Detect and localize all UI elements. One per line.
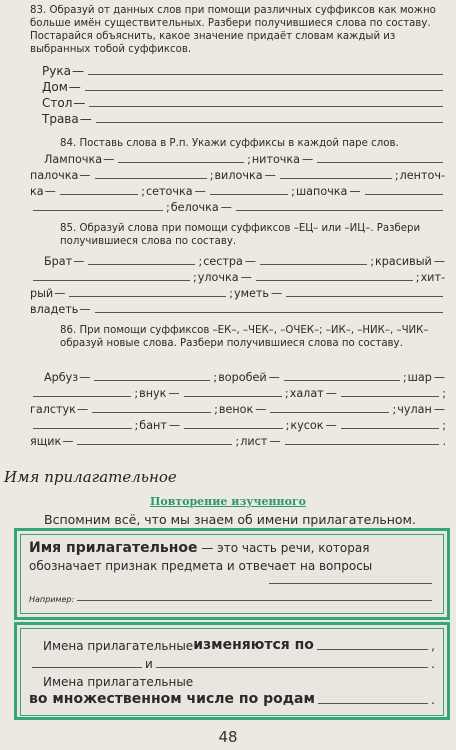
properties-line-3 [29,671,435,689]
answer-blank[interactable] [96,121,443,123]
answer-blank[interactable] [284,379,400,381]
word: палочка [30,169,79,182]
word: хит- [420,271,446,284]
answer-blank[interactable] [269,582,432,584]
answer-blank[interactable] [184,395,282,397]
definition-box-inner [20,534,444,614]
word: бант [139,419,167,432]
answer-blank[interactable] [89,105,443,107]
word: владеть [30,303,79,316]
definition-blank-line [29,575,435,587]
task-86-lines [30,368,446,448]
intro-text: Вспомним всё, что мы знаем об имени прилагательном. [44,512,416,527]
answer-blank[interactable] [69,295,226,297]
word: лист [240,435,268,448]
answer-blank[interactable] [85,89,443,91]
word: внук [139,387,167,400]
properties-text: Имена прилагательные [43,675,194,689]
and-text: и [145,657,153,671]
answer-blank[interactable] [280,177,392,179]
task-84-text: 84. Поставь слова в Р.п. Укажи суффиксы в каждой паре слов. [60,138,399,149]
answer-blank[interactable] [210,193,288,195]
word: Арбуз [44,371,79,384]
properties-box [14,622,450,720]
task-83-line-4: Трава — [42,110,446,126]
word-trava: Трава [42,112,79,126]
example-line [29,595,435,604]
answer-blank[interactable] [270,411,389,413]
answer-blank[interactable] [317,648,428,650]
word: шар [407,371,432,384]
task-84-line-1: Лампочка — ; ниточка — [30,150,446,166]
word: улочка [197,271,239,284]
definition-body: — это часть речи, которая обозначает признак предмета и отвечает на вопросы [29,541,373,573]
word: уметь [233,287,270,300]
answer-blank[interactable] [118,161,244,163]
task-85-lines [30,252,446,316]
definition-text [29,539,435,575]
word: воробей [218,371,267,384]
task-85-line-1: Брат — ; сестра — ; красивый — [44,255,446,268]
word: рый [30,287,54,300]
word: венок [218,403,254,416]
task-85-line-4: владеть — [30,300,446,316]
properties-line-4: во множественном числе по родам . [29,691,435,707]
answer-blank[interactable] [95,311,443,313]
word: шапочка [295,185,348,198]
answer-blank[interactable] [365,193,443,195]
word: ящик [30,435,62,448]
task-83-line-1: Рука — [42,62,446,78]
answer-blank[interactable] [33,209,163,211]
word: кусок [290,419,324,432]
task-84-line-2: палочка — ; вилочка — ; ленточ- [30,169,445,182]
task-86-line-1: Арбуз — ; воробей — ; шар — [44,371,445,384]
word-ruka: Рука [42,64,71,78]
answer-blank[interactable] [156,666,428,668]
word: вилочка [214,169,263,182]
answer-blank[interactable] [184,427,283,429]
answer-blank[interactable] [318,702,428,704]
task-84-lines [30,150,446,214]
answer-blank[interactable] [285,443,440,445]
answer-blank[interactable] [77,443,232,445]
word-stol: Стол [42,96,73,110]
properties-strong: во множественном числе по родам [29,691,315,707]
task-86-line-5: ящик — ; лист — . [30,435,447,448]
answer-blank[interactable] [33,279,190,281]
word: красивый [374,255,432,268]
task-84-line-4: ; белочка — [30,198,446,214]
answer-blank[interactable] [32,666,142,668]
properties-line-1: Имена прилагательные изменяются по , [43,637,435,653]
task-86-text: 86. При помощи суффиксов –ЕК–, –ЧЕК–, –ОЧЕК–; –ИК–, –НИК–, –ЧИК– образуй новые слова. Разбери получившиеся слова по составу. [60,325,429,349]
task-86-line-2: ; внук — ; халат — ; [30,384,446,400]
answer-blank[interactable] [286,295,443,297]
task-83-line-2: Дом — [42,78,446,94]
task-83-line-3: Стол — [42,94,446,110]
word: сестра [203,255,243,268]
word: ниточка [251,153,301,166]
word-dom: Дом [42,80,68,94]
task-85-line-3: рый — ; уметь — [30,284,446,300]
answer-blank[interactable] [236,209,443,211]
answer-blank[interactable] [88,263,195,265]
task-86-line-4: ; бант — ; кусок — ; [30,416,446,432]
answer-blank[interactable] [88,73,443,75]
word: чулан [397,403,432,416]
task-86-line-3: галстук — ; венок — ; чулан — [30,403,445,416]
task-83-lines [42,62,446,126]
task-85-line-2: ; улочка — ; хит- [30,268,446,284]
properties-line-2: и . [29,653,435,671]
answer-blank[interactable] [95,177,207,179]
properties-box-inner [20,628,444,716]
properties-strong: изменяются по [193,637,314,653]
definition-term: Имя прилагательное [29,540,198,556]
answer-blank[interactable] [33,395,131,397]
section-title: Имя прилагательное [4,468,177,486]
answer-blank[interactable] [33,427,132,429]
definition-box [14,528,450,620]
task-83-text: 83. Образуй от данных слов при помощи различных суффиксов как можно больше имён существительных. Разбери получившиеся слова по составу. Постарайся объяснить, какое значение придаёт словам каждый из выбранных тобой суффиксов. [30,5,436,55]
word: сеточка [145,185,193,198]
answer-blank[interactable] [317,161,443,163]
word: ленточ- [399,169,445,182]
subtitle: Повторение изученного [149,495,307,508]
answer-blank[interactable] [341,395,439,397]
answer-blank[interactable] [94,379,210,381]
task-84-line-3: ка — ; сеточка — ; шапочка — [30,182,446,198]
word: галстук [30,403,76,416]
answer-blank[interactable] [92,411,211,413]
page-number: 48 [218,728,238,746]
properties-text: Имена прилагательные [43,639,194,653]
word: Лампочка [44,153,103,166]
answer-blank[interactable] [77,599,432,601]
answer-blank[interactable] [60,193,138,195]
answer-blank[interactable] [341,427,440,429]
word: халат [289,387,324,400]
answer-blank[interactable] [260,263,367,265]
answer-blank[interactable] [256,279,413,281]
word: ка [30,185,44,198]
word: белочка [170,201,219,214]
task-85-text: 85. Образуй слова при помощи суффиксов –ЕЦ– или –ИЦ–. Разбери получившиеся слова по составу. [60,223,421,247]
example-label: Например: [29,595,75,604]
word: Брат [44,255,73,268]
